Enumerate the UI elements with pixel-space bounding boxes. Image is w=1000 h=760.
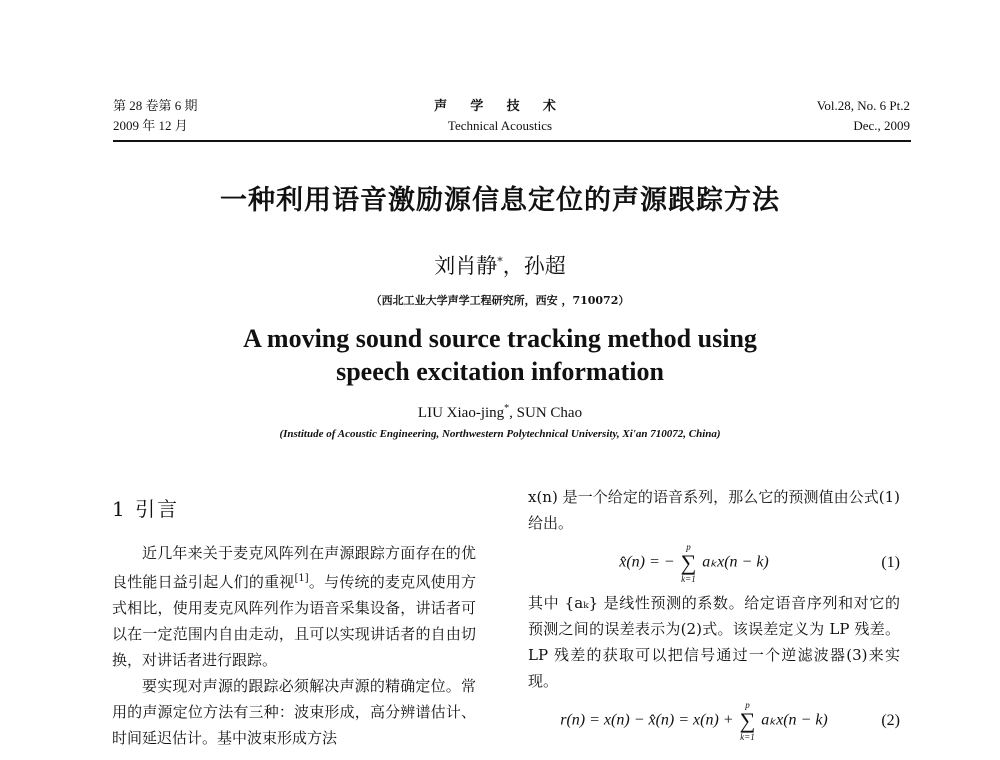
paragraph-intro-2: 要实现对声源的跟踪必须解决声源的精确定位。常用的声源定位方法有三种：波束形成，高分辨谱估计、时间延迟估计。基中波束形成方法 <box>112 677 476 747</box>
paper-title-en-line1: A moving sound source tracking method using <box>243 324 757 353</box>
sum-1-upper: p <box>686 542 691 552</box>
paragraph-residual: 其中 {aₖ} 是线性预测的系数。给定语音序列和对它的预测之间的误差表示为(2)式。该误差定义为 LP 残差。LP 残差的获取可以把信号通过一个逆滤波器(3)来实现。 <box>528 594 900 690</box>
paper-title-zh: 一种利用语音激励源信息定位的声源跟踪方法 <box>220 185 780 216</box>
journal-name-zh: 声 学 技 术 <box>434 98 566 113</box>
paper-title-en <box>0 322 1000 388</box>
paragraph-intro-1-b: 。与传统的麦克风使用方式相比，使用麦克风阵列作为语音采集设备，讲话者可以在一定范围内自由走动，且可以实现讲话者的自由切换，对讲话者进行跟踪。 <box>112 573 476 669</box>
sum-symbol-2 <box>740 700 756 742</box>
sum-1-lower: k=1 <box>681 574 696 584</box>
author1-en: LIU Xiao-jing <box>417 405 505 421</box>
journal-name-en: Technical Acoustics <box>447 118 553 133</box>
authors-en <box>0 403 1000 422</box>
equation-1-rhs: aₖx(n − k) <box>702 553 769 571</box>
date-zh: 2009 年 12 月 <box>113 118 188 133</box>
author2-en: , SUN Chao <box>509 405 583 421</box>
journal-issue-en <box>817 96 910 136</box>
equation-1 <box>528 536 900 590</box>
sigma-icon: ∑ <box>739 708 756 733</box>
authors-zh <box>0 250 1000 280</box>
author2-zh: ，孙超 <box>502 254 566 278</box>
citation-ref-1[interactable]: [1] <box>294 573 309 584</box>
equation-2 <box>528 694 900 748</box>
volume-issue-zh: 第 28 卷第 6 期 <box>113 98 198 113</box>
sum-symbol-1 <box>681 542 697 584</box>
equation-1-body <box>528 542 860 584</box>
corresponding-mark-en: * <box>504 403 510 414</box>
sum-2-upper: p <box>745 700 750 710</box>
paragraph-intro-1 <box>112 540 476 673</box>
paper-title-en-line2: speech excitation information <box>336 357 664 386</box>
paragraph-intro-1-a: 近几年来关于麦克风阵列在声源跟踪方面存在的优良性能日益引起人们的重视 <box>112 544 476 591</box>
sigma-icon: ∑ <box>680 550 697 575</box>
sum-2-lower: k=1 <box>740 732 755 742</box>
equation-2-rhs: aₖx(n − k) <box>761 711 828 729</box>
corresponding-mark-zh: * <box>497 255 503 268</box>
date-en: Dec., 2009 <box>853 118 910 133</box>
equation-1-number: (1) <box>881 554 900 571</box>
affiliation-en: (Institude of Acoustic Engineering, Northwestern Polytechnical University, Xi'an 710072, China) <box>279 428 721 440</box>
header-rule <box>113 140 911 142</box>
equation-2-body <box>528 700 860 742</box>
volume-issue-en: Vol.28, No. 6 Pt.2 <box>816 98 910 113</box>
affiliation-zh: （西北工业大学声学工程研究所，西安 ，710072） <box>370 294 630 307</box>
author1-zh: 刘肖静 <box>434 254 498 278</box>
equation-2-number: (2) <box>881 712 900 729</box>
equation-2-lhs: r(n) = x(n) − x̂(n) = x(n) + <box>560 711 734 729</box>
equation-1-lhs: x̂(n) = − <box>619 553 675 571</box>
left-column <box>112 496 476 751</box>
section-title-intro: 1 引言 <box>112 497 180 521</box>
paragraph-prediction: x(n) 是一个给定的语音系列，那么它的预测值由公式(1)给出。 <box>528 488 900 532</box>
right-column <box>528 484 900 748</box>
